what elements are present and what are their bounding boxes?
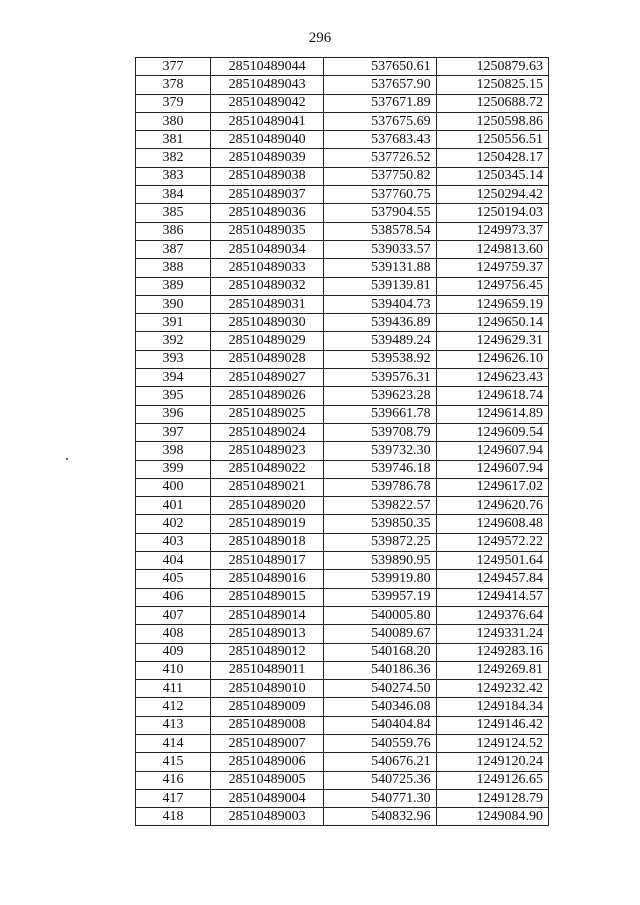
y-coordinate-cell: 1250688.72 xyxy=(436,94,548,112)
point-code-cell: 28510489008 xyxy=(210,716,323,734)
x-coordinate-cell: 539850.35 xyxy=(324,515,436,533)
point-code-cell: 28510489037 xyxy=(210,186,323,204)
table-row xyxy=(136,771,549,789)
point-number-cell: 410 xyxy=(136,661,211,679)
y-coordinate-cell: 1249620.76 xyxy=(436,497,548,515)
point-number-cell: 401 xyxy=(136,497,211,515)
point-number-cell: 409 xyxy=(136,643,211,661)
point-number-cell: 417 xyxy=(136,789,211,807)
table-row xyxy=(136,460,549,478)
point-number-cell: 380 xyxy=(136,112,211,130)
table-row xyxy=(136,131,549,149)
table-row xyxy=(136,716,549,734)
x-coordinate-cell: 539576.31 xyxy=(324,369,436,387)
point-code-cell: 28510489019 xyxy=(210,515,323,533)
table-row xyxy=(136,186,549,204)
x-coordinate-cell: 539708.79 xyxy=(324,423,436,441)
x-coordinate-cell: 540168.20 xyxy=(324,643,436,661)
y-coordinate-cell: 1249124.52 xyxy=(436,734,548,752)
point-number-cell: 377 xyxy=(136,58,211,76)
x-coordinate-cell: 539786.78 xyxy=(324,478,436,496)
point-number-cell: 400 xyxy=(136,478,211,496)
x-coordinate-cell: 539404.73 xyxy=(324,295,436,313)
x-coordinate-cell: 537904.55 xyxy=(324,204,436,222)
point-number-cell: 412 xyxy=(136,698,211,716)
table-row xyxy=(136,204,549,222)
table-row xyxy=(136,625,549,643)
y-coordinate-cell: 1249146.42 xyxy=(436,716,548,734)
x-coordinate-cell: 539033.57 xyxy=(324,240,436,258)
x-coordinate-cell: 539822.57 xyxy=(324,497,436,515)
point-number-cell: 391 xyxy=(136,314,211,332)
point-code-cell: 28510489024 xyxy=(210,423,323,441)
point-code-cell: 28510489025 xyxy=(210,405,323,423)
point-code-cell: 28510489013 xyxy=(210,625,323,643)
x-coordinate-cell: 537750.82 xyxy=(324,167,436,185)
point-number-cell: 408 xyxy=(136,625,211,643)
point-number-cell: 396 xyxy=(136,405,211,423)
table-row xyxy=(136,734,549,752)
y-coordinate-cell: 1250428.17 xyxy=(436,149,548,167)
table-row xyxy=(136,387,549,405)
y-coordinate-cell: 1250556.51 xyxy=(436,131,548,149)
x-coordinate-cell: 540771.30 xyxy=(324,789,436,807)
point-code-cell: 28510489038 xyxy=(210,167,323,185)
x-coordinate-cell: 540274.50 xyxy=(324,680,436,698)
y-coordinate-cell: 1249184.34 xyxy=(436,698,548,716)
x-coordinate-cell: 538578.54 xyxy=(324,222,436,240)
point-number-cell: 407 xyxy=(136,606,211,624)
point-number-cell: 378 xyxy=(136,76,211,94)
y-coordinate-cell: 1249607.94 xyxy=(436,460,548,478)
point-code-cell: 28510489029 xyxy=(210,332,323,350)
point-code-cell: 28510489040 xyxy=(210,131,323,149)
y-coordinate-cell: 1250294.42 xyxy=(436,186,548,204)
y-coordinate-cell: 1249269.81 xyxy=(436,661,548,679)
point-code-cell: 28510489017 xyxy=(210,552,323,570)
x-coordinate-cell: 540832.96 xyxy=(324,808,436,826)
table-row xyxy=(136,314,549,332)
table-row xyxy=(136,76,549,94)
x-coordinate-cell: 540346.08 xyxy=(324,698,436,716)
y-coordinate-cell: 1249614.89 xyxy=(436,405,548,423)
point-code-cell: 28510489035 xyxy=(210,222,323,240)
y-coordinate-cell: 1249232.42 xyxy=(436,680,548,698)
x-coordinate-cell: 539623.28 xyxy=(324,387,436,405)
point-code-cell: 28510489041 xyxy=(210,112,323,130)
x-coordinate-cell: 539890.95 xyxy=(324,552,436,570)
point-code-cell: 28510489043 xyxy=(210,76,323,94)
x-coordinate-cell: 539538.92 xyxy=(324,350,436,368)
table-row xyxy=(136,533,549,551)
table-row xyxy=(136,94,549,112)
table-row xyxy=(136,259,549,277)
y-coordinate-cell: 1250194.03 xyxy=(436,204,548,222)
point-code-cell: 28510489021 xyxy=(210,478,323,496)
point-code-cell: 28510489010 xyxy=(210,680,323,698)
point-code-cell: 28510489030 xyxy=(210,314,323,332)
y-coordinate-cell: 1249759.37 xyxy=(436,259,548,277)
point-code-cell: 28510489020 xyxy=(210,497,323,515)
point-code-cell: 28510489032 xyxy=(210,277,323,295)
point-number-cell: 413 xyxy=(136,716,211,734)
x-coordinate-cell: 539436.89 xyxy=(324,314,436,332)
table-row xyxy=(136,497,549,515)
point-number-cell: 415 xyxy=(136,753,211,771)
point-number-cell: 406 xyxy=(136,588,211,606)
point-code-cell: 28510489012 xyxy=(210,643,323,661)
point-number-cell: 392 xyxy=(136,332,211,350)
table-row xyxy=(136,808,549,826)
table-row xyxy=(136,442,549,460)
table-row xyxy=(136,478,549,496)
point-code-cell: 28510489042 xyxy=(210,94,323,112)
x-coordinate-cell: 539957.19 xyxy=(324,588,436,606)
point-code-cell: 28510489016 xyxy=(210,570,323,588)
x-coordinate-cell: 540559.76 xyxy=(324,734,436,752)
point-code-cell: 28510489031 xyxy=(210,295,323,313)
page-number: 296 xyxy=(308,30,332,46)
table-row xyxy=(136,789,549,807)
point-number-cell: 385 xyxy=(136,204,211,222)
y-coordinate-cell: 1249128.79 xyxy=(436,789,548,807)
x-coordinate-cell: 537675.69 xyxy=(324,112,436,130)
y-coordinate-cell: 1249331.24 xyxy=(436,625,548,643)
x-coordinate-cell: 540725.36 xyxy=(324,771,436,789)
point-number-cell: 389 xyxy=(136,277,211,295)
x-coordinate-cell: 537726.52 xyxy=(324,149,436,167)
point-number-cell: 418 xyxy=(136,808,211,826)
point-code-cell: 28510489044 xyxy=(210,58,323,76)
point-number-cell: 381 xyxy=(136,131,211,149)
y-coordinate-cell: 1249457.84 xyxy=(436,570,548,588)
coordinates-table xyxy=(135,57,549,826)
point-number-cell: 399 xyxy=(136,460,211,478)
y-coordinate-cell: 1249609.54 xyxy=(436,423,548,441)
y-coordinate-cell: 1249608.48 xyxy=(436,515,548,533)
point-code-cell: 28510489006 xyxy=(210,753,323,771)
table-row xyxy=(136,369,549,387)
y-coordinate-cell: 1249607.94 xyxy=(436,442,548,460)
table-row xyxy=(136,167,549,185)
y-coordinate-cell: 1249623.43 xyxy=(436,369,548,387)
point-number-cell: 384 xyxy=(136,186,211,204)
x-coordinate-cell: 537657.90 xyxy=(324,76,436,94)
table-row xyxy=(136,240,549,258)
point-number-cell: 414 xyxy=(136,734,211,752)
point-number-cell: 403 xyxy=(136,533,211,551)
table-row xyxy=(136,149,549,167)
y-coordinate-cell: 1250598.86 xyxy=(436,112,548,130)
y-coordinate-cell: 1249617.02 xyxy=(436,478,548,496)
table-row xyxy=(136,222,549,240)
point-code-cell: 28510489028 xyxy=(210,350,323,368)
y-coordinate-cell: 1249618.74 xyxy=(436,387,548,405)
x-coordinate-cell: 537671.89 xyxy=(324,94,436,112)
y-coordinate-cell: 1249650.14 xyxy=(436,314,548,332)
y-coordinate-cell: 1249376.64 xyxy=(436,606,548,624)
y-coordinate-cell: 1249626.10 xyxy=(436,350,548,368)
table-row xyxy=(136,277,549,295)
y-coordinate-cell: 1249283.16 xyxy=(436,643,548,661)
point-number-cell: 383 xyxy=(136,167,211,185)
point-code-cell: 28510489018 xyxy=(210,533,323,551)
point-code-cell: 28510489036 xyxy=(210,204,323,222)
table-row xyxy=(136,295,549,313)
x-coordinate-cell: 539919.80 xyxy=(324,570,436,588)
table-row xyxy=(136,350,549,368)
point-code-cell: 28510489026 xyxy=(210,387,323,405)
x-coordinate-cell: 540676.21 xyxy=(324,753,436,771)
y-coordinate-cell: 1249120.24 xyxy=(436,753,548,771)
y-coordinate-cell: 1249756.45 xyxy=(436,277,548,295)
point-number-cell: 386 xyxy=(136,222,211,240)
point-code-cell: 28510489011 xyxy=(210,661,323,679)
table-row xyxy=(136,405,549,423)
table-row xyxy=(136,661,549,679)
point-code-cell: 28510489022 xyxy=(210,460,323,478)
point-number-cell: 388 xyxy=(136,259,211,277)
point-code-cell: 28510489009 xyxy=(210,698,323,716)
x-coordinate-cell: 539746.18 xyxy=(324,460,436,478)
point-code-cell: 28510489033 xyxy=(210,259,323,277)
point-number-cell: 402 xyxy=(136,515,211,533)
x-coordinate-cell: 540089.67 xyxy=(324,625,436,643)
table-row xyxy=(136,606,549,624)
scan-speck xyxy=(66,458,68,460)
point-number-cell: 411 xyxy=(136,680,211,698)
table-row xyxy=(136,423,549,441)
point-code-cell: 28510489014 xyxy=(210,606,323,624)
point-number-cell: 416 xyxy=(136,771,211,789)
point-code-cell: 28510489034 xyxy=(210,240,323,258)
point-code-cell: 28510489015 xyxy=(210,588,323,606)
x-coordinate-cell: 539131.88 xyxy=(324,259,436,277)
y-coordinate-cell: 1250825.15 xyxy=(436,76,548,94)
point-code-cell: 28510489003 xyxy=(210,808,323,826)
x-coordinate-cell: 539732.30 xyxy=(324,442,436,460)
x-coordinate-cell: 537650.61 xyxy=(324,58,436,76)
table-row xyxy=(136,643,549,661)
y-coordinate-cell: 1249659.19 xyxy=(436,295,548,313)
x-coordinate-cell: 537760.75 xyxy=(324,186,436,204)
y-coordinate-cell: 1249572.22 xyxy=(436,533,548,551)
x-coordinate-cell: 539139.81 xyxy=(324,277,436,295)
point-number-cell: 404 xyxy=(136,552,211,570)
table-row xyxy=(136,58,549,76)
y-coordinate-cell: 1249126.65 xyxy=(436,771,548,789)
point-number-cell: 379 xyxy=(136,94,211,112)
table-row xyxy=(136,698,549,716)
table-row xyxy=(136,112,549,130)
table-row xyxy=(136,515,549,533)
y-coordinate-cell: 1249629.31 xyxy=(436,332,548,350)
table-row xyxy=(136,570,549,588)
x-coordinate-cell: 537683.43 xyxy=(324,131,436,149)
x-coordinate-cell: 539661.78 xyxy=(324,405,436,423)
point-number-cell: 405 xyxy=(136,570,211,588)
point-number-cell: 382 xyxy=(136,149,211,167)
x-coordinate-cell: 540404.84 xyxy=(324,716,436,734)
point-number-cell: 394 xyxy=(136,369,211,387)
point-number-cell: 387 xyxy=(136,240,211,258)
coordinates-table-body xyxy=(136,58,549,826)
y-coordinate-cell: 1249813.60 xyxy=(436,240,548,258)
table-row xyxy=(136,680,549,698)
point-number-cell: 393 xyxy=(136,350,211,368)
x-coordinate-cell: 539489.24 xyxy=(324,332,436,350)
point-number-cell: 395 xyxy=(136,387,211,405)
point-number-cell: 398 xyxy=(136,442,211,460)
point-code-cell: 28510489027 xyxy=(210,369,323,387)
y-coordinate-cell: 1249084.90 xyxy=(436,808,548,826)
table-row xyxy=(136,753,549,771)
point-code-cell: 28510489004 xyxy=(210,789,323,807)
table-row xyxy=(136,588,549,606)
point-code-cell: 28510489039 xyxy=(210,149,323,167)
y-coordinate-cell: 1250879.63 xyxy=(436,58,548,76)
x-coordinate-cell: 539872.25 xyxy=(324,533,436,551)
y-coordinate-cell: 1250345.14 xyxy=(436,167,548,185)
point-number-cell: 397 xyxy=(136,423,211,441)
point-code-cell: 28510489023 xyxy=(210,442,323,460)
table-row xyxy=(136,332,549,350)
point-code-cell: 28510489005 xyxy=(210,771,323,789)
x-coordinate-cell: 540186.36 xyxy=(324,661,436,679)
point-code-cell: 28510489007 xyxy=(210,734,323,752)
point-number-cell: 390 xyxy=(136,295,211,313)
y-coordinate-cell: 1249501.64 xyxy=(436,552,548,570)
y-coordinate-cell: 1249414.57 xyxy=(436,588,548,606)
table-row xyxy=(136,552,549,570)
x-coordinate-cell: 540005.80 xyxy=(324,606,436,624)
y-coordinate-cell: 1249973.37 xyxy=(436,222,548,240)
